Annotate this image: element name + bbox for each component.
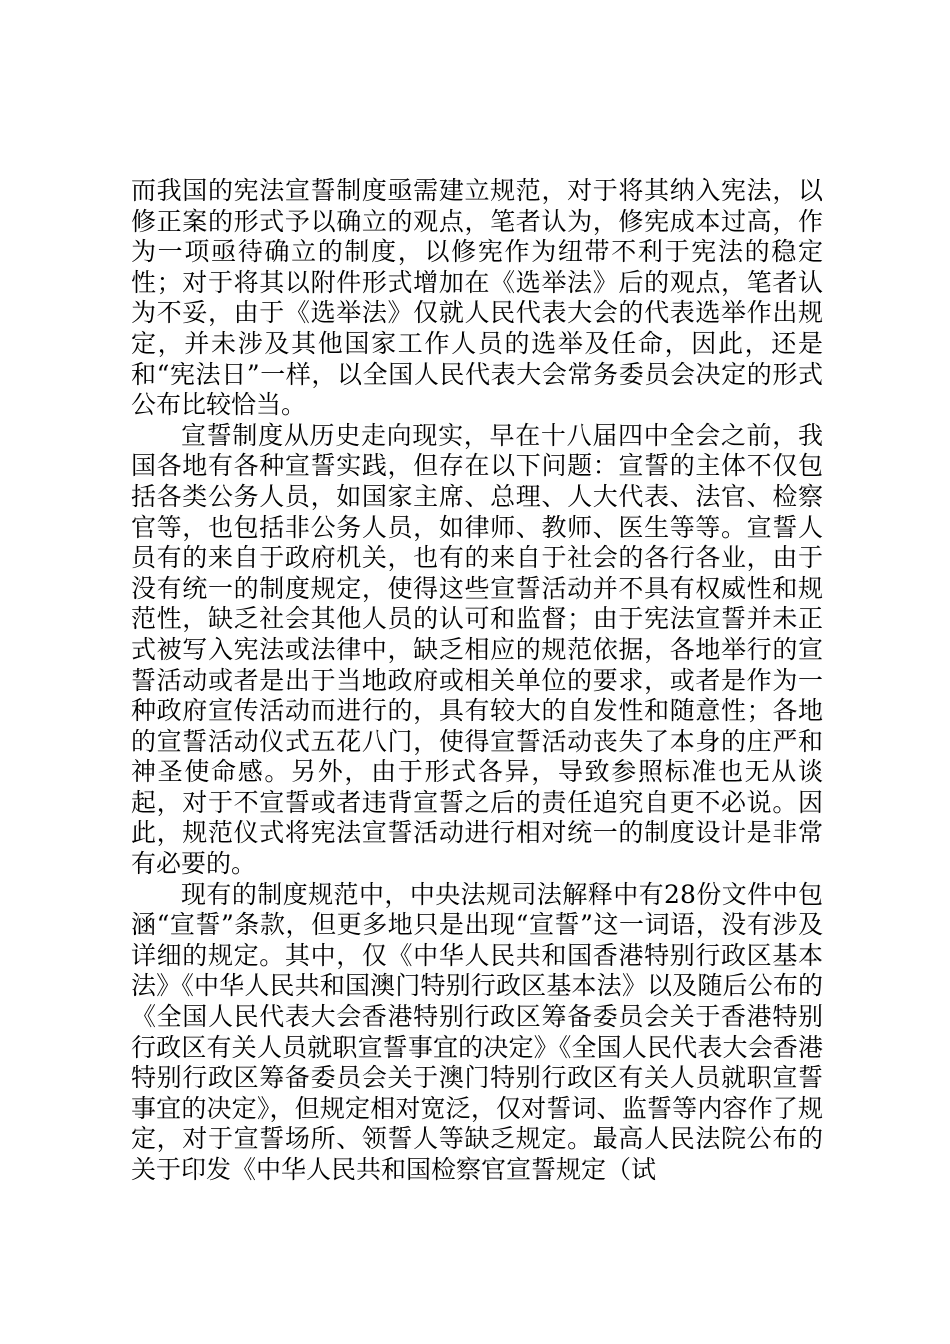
paragraph-2: 宣誓制度从历史走向现实，早在十八届四中全会之前，我国各地有各种宣誓实践，但存在以下问题：宣誓的主体不仅包括各类公务人员，如国家主席、总理、人大代表、法官、检察官等，也包括非公务人员，如律师、教师、医生等等。宣誓人员有的来自于政府机关，也有的来自于社会的各行各业，由于没有统一的制度规定，使得这些宣誓活动并不具有权威性和规范性，缺乏社会其他人员的认可和监督；由于宪法宣誓并未正式被写入宪法或法律中，缺乏相应的规范依据，各地举行的宣誓活动或者是出于当地政府或相关单位的要求，或者是作为一种政府宣传活动而进行的，具有较大的自发性和随意性；各地的宣誓活动仪式五花八门，使得宣誓活动丧失了本身的庄严和神圣使命感。另外，由于形式各异，导致参照标准也无从谈起，对于不宣誓或者违背宣誓之后的责任追究自更不必说。因此，规范仪式将宪法宣誓活动进行相对统一的制度设计是非常有必要的。 <box>131 420 823 879</box>
document-body <box>131 176 823 1186</box>
paragraph-1: 而我国的宪法宣誓制度亟需建立规范，对于将其纳入宪法，以修正案的形式予以确立的观点，笔者认为，修宪成本过高，作为一项亟待确立的制度，以修宪作为纽带不利于宪法的稳定性；对于将其以附件形式增加在《选举法》后的观点，笔者认为不妥，由于《选举法》仅就人民代表大会的代表选举作出规定，并未涉及其他国家工作人员的选举及任命，因此，还是和“宪法日”一样，以全国人民代表大会常务委员会决定的形式公布比较恰当。 <box>131 176 823 420</box>
paragraph-3: 现有的制度规范中，中央法规司法解释中有28份文件中包涵“宣誓”条款，但更多地只是出现“宣誓”这一词语，没有涉及详细的规定。其中，仅《中华人民共和国香港特别行政区基本法》《中华人民共和国澳门特别行政区基本法》以及随后公布的《全国人民代表大会香港特别行政区筹备委员会关于香港特别行政区有关人员就职宣誓事宜的决定》《全国人民代表大会香港特别行政区筹备委员会关于澳门特别行政区有关人员就职宣誓事宜的决定》，但规定相对宽泛，仅对誓词、监誓等内容作了规定，对于宣誓场所、领誓人等缺乏规定。最高人民法院公布的关于印发《中华人民共和国检察官宣誓规定（试 <box>131 879 823 1184</box>
